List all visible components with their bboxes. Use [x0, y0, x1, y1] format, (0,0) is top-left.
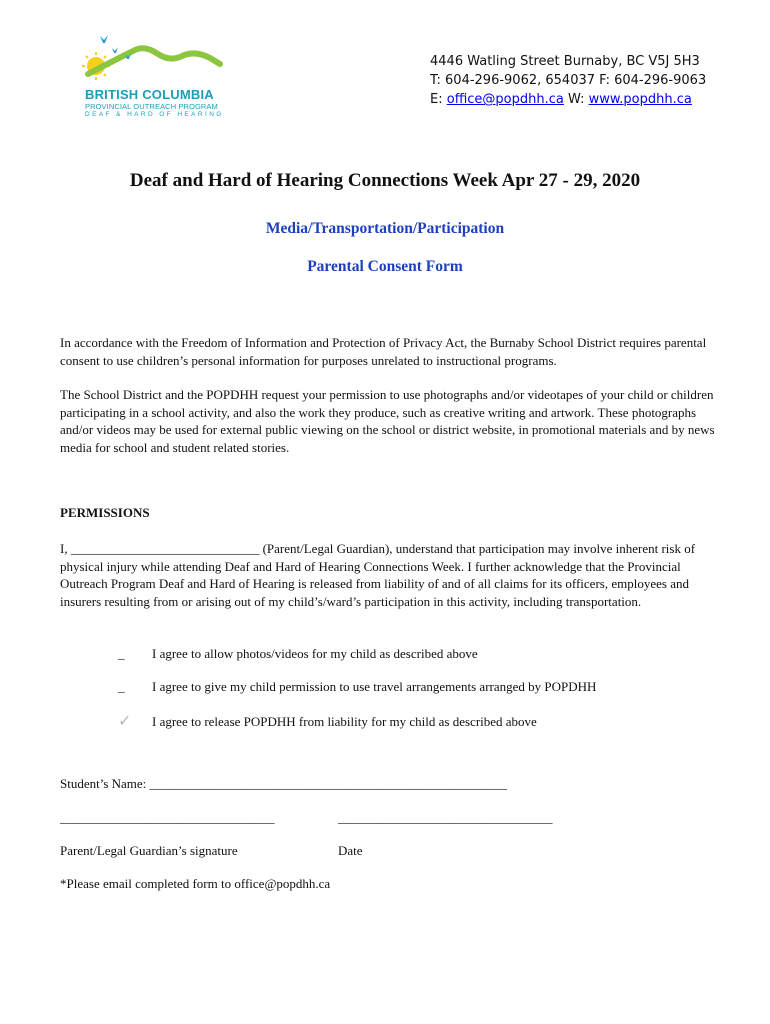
website-link[interactable]: www.popdhh.ca	[588, 92, 692, 107]
permissions-heading: PERMISSIONS	[60, 505, 150, 520]
signature-line[interactable]: _________________________________	[60, 810, 275, 825]
consent-item-label: I agree to release POPDHH from liability for my child as described above	[152, 714, 537, 729]
email-label: E:	[430, 92, 447, 107]
email-link[interactable]: office@popdhh.ca	[446, 92, 564, 107]
signature-label: Parent/Legal Guardian’s signature	[60, 843, 238, 858]
logo-title: BRITISH COLUMBIA	[85, 87, 214, 102]
address-block	[430, 52, 706, 109]
permissions-paragraph: I, _____________________________ (Parent/Legal Guardian), understand that participation may involve inherent risk of physical injury while attending Deaf and Hard of Hearing Connections Week. I further acknowledge that the Provincial Outreach Program Deaf and Hard of Hearing is released from liability of and of all claims for its officers, employees and insurers resulting from or arising out of my child’s/ward’s participation in this activity, including transportation.	[60, 541, 696, 609]
address-contact	[430, 90, 706, 109]
date-line[interactable]: _________________________________	[338, 810, 553, 825]
consent-item-photos[interactable]	[118, 646, 478, 662]
logo-subtitle: PROVINCIAL OUTREACH PROGRAM	[85, 102, 218, 111]
subtitle-consent-form: Parental Consent Form	[307, 258, 463, 275]
web-label: W:	[563, 92, 589, 107]
subtitle-media: Media/Transportation/Participation	[265, 220, 505, 237]
checkmark-icon[interactable]: ✓	[118, 713, 132, 730]
popdhh-logo	[70, 30, 235, 118]
student-name-field[interactable]: Student’s Name: _______________________________________________________	[60, 776, 508, 791]
consent-item-travel[interactable]	[118, 679, 596, 695]
butterfly-icon	[100, 35, 131, 59]
consent-item-label: I agree to give my child permission to use travel arrangements arranged by POPDHH	[152, 679, 597, 694]
address-phone: T: 604-296-9062, 654037 F: 604-296-9063	[430, 73, 707, 88]
mountain-icon	[88, 48, 220, 74]
logo-graphic	[70, 30, 235, 90]
consent-item-liability[interactable]	[118, 711, 537, 731]
permission-request-paragraph: The School District and the POPDHH request your permission to use photographs and/or videotapes of your child or children participating in a school activity, and also the work they produce, such as creative writing and artwork. These photographs and/or videos may be used for external public viewing on the school or district website, in promotional materials and by news media for school and student related stories.	[60, 387, 715, 455]
checkbox-travel[interactable]: _	[118, 679, 125, 694]
intro-paragraph: In accordance with the Freedom of Information and Protection of Privacy Act, the Burnaby School District requires parental consent to use children’s personal information for purposes unrelated to instructional programs.	[60, 335, 707, 368]
consent-item-label: I agree to allow photos/videos for my child as described above	[152, 646, 478, 661]
checkbox-photos[interactable]: _	[118, 646, 125, 661]
date-label: Date	[338, 843, 363, 858]
email-instruction-note: *Please email completed form to office@popdhh.ca	[60, 876, 331, 891]
page-title: Deaf and Hard of Hearing Connections Week Apr 27 - 29, 2020	[129, 170, 641, 191]
logo-subtitle-2: DEAF & HARD OF HEARING	[85, 111, 224, 118]
address-street: 4446 Watling Street Burnaby, BC V5J 5H3	[430, 54, 700, 69]
